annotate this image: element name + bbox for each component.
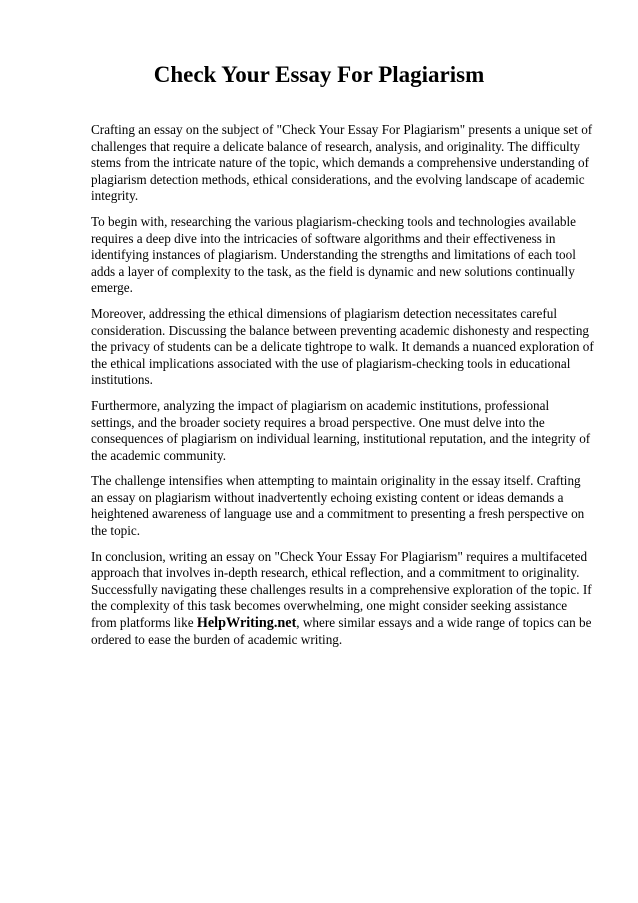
helpwriting-link[interactable]: HelpWriting.net xyxy=(196,615,297,632)
paragraph-impact: Furthermore, analyzing the impact of plagiarism on academic institutions, professional settings, and the broader society requires a broad perspective. One must delve into the consequences of plagiarism on individual learning, institutional reputation, and the integrity of the academic community. xyxy=(91,397,591,463)
conclusion-text-before: In conclusion, writing an essay on "Check Your Essay For Plagiarism" requires a multifaceted approach that involves in-depth research, ethical reflection, and a commitment to originality. Successfully navigating these challenges results in a comprehensive exploration of the topic. If the complexity of this task becomes overwhelming, one might consider seeking assistance from platforms like xyxy=(91,548,592,631)
paragraph-originality: The challenge intensifies when attempting to maintain originality in the essay itself. Crafting an essay on plagiarism without inadvertently echoing existing content or ideas demands a heightened awareness of language use and a commitment to presenting a fresh perspective on the topic. xyxy=(91,473,585,539)
paragraph-conclusion xyxy=(91,549,596,649)
paragraph-research-tools: To begin with, researching the various plagiarism-checking tools and technologies available requires a deep dive into the intricacies of software algorithms and their effectiveness in identifying instances of plagiarism. Understanding the strengths and limitations of each tool adds a layer of complexity to the task, as the field is dynamic and new solutions continually emerge. xyxy=(91,213,577,296)
paragraph-intro: Crafting an essay on the subject of "Check Your Essay For Plagiarism" presents a unique set of challenges that require a delicate balance of research, analysis, and originality. The difficulty stems from the intricate nature of the topic, which demands a comprehensive understanding of plagiarism detection methods, ethical considerations, and the evolving landscape of academic integrity. xyxy=(91,122,593,204)
page-title: Check Your Essay For Plagiarism xyxy=(153,62,485,87)
paragraph-ethics: Moreover, addressing the ethical dimensions of plagiarism detection necessitates careful consideration. Discussing the balance between preventing academic dishonesty and respecting the privacy of students can be a delicate tightrope to walk. It demands a nuanced exploration of the ethical implications associated with the use of plagiarism-checking tools in educational institutions. xyxy=(91,305,594,388)
document-body xyxy=(91,122,596,657)
conclusion-text-after: , where similar essays and a wide range of topics can be ordered to ease the burden of academic writing. xyxy=(91,615,592,647)
